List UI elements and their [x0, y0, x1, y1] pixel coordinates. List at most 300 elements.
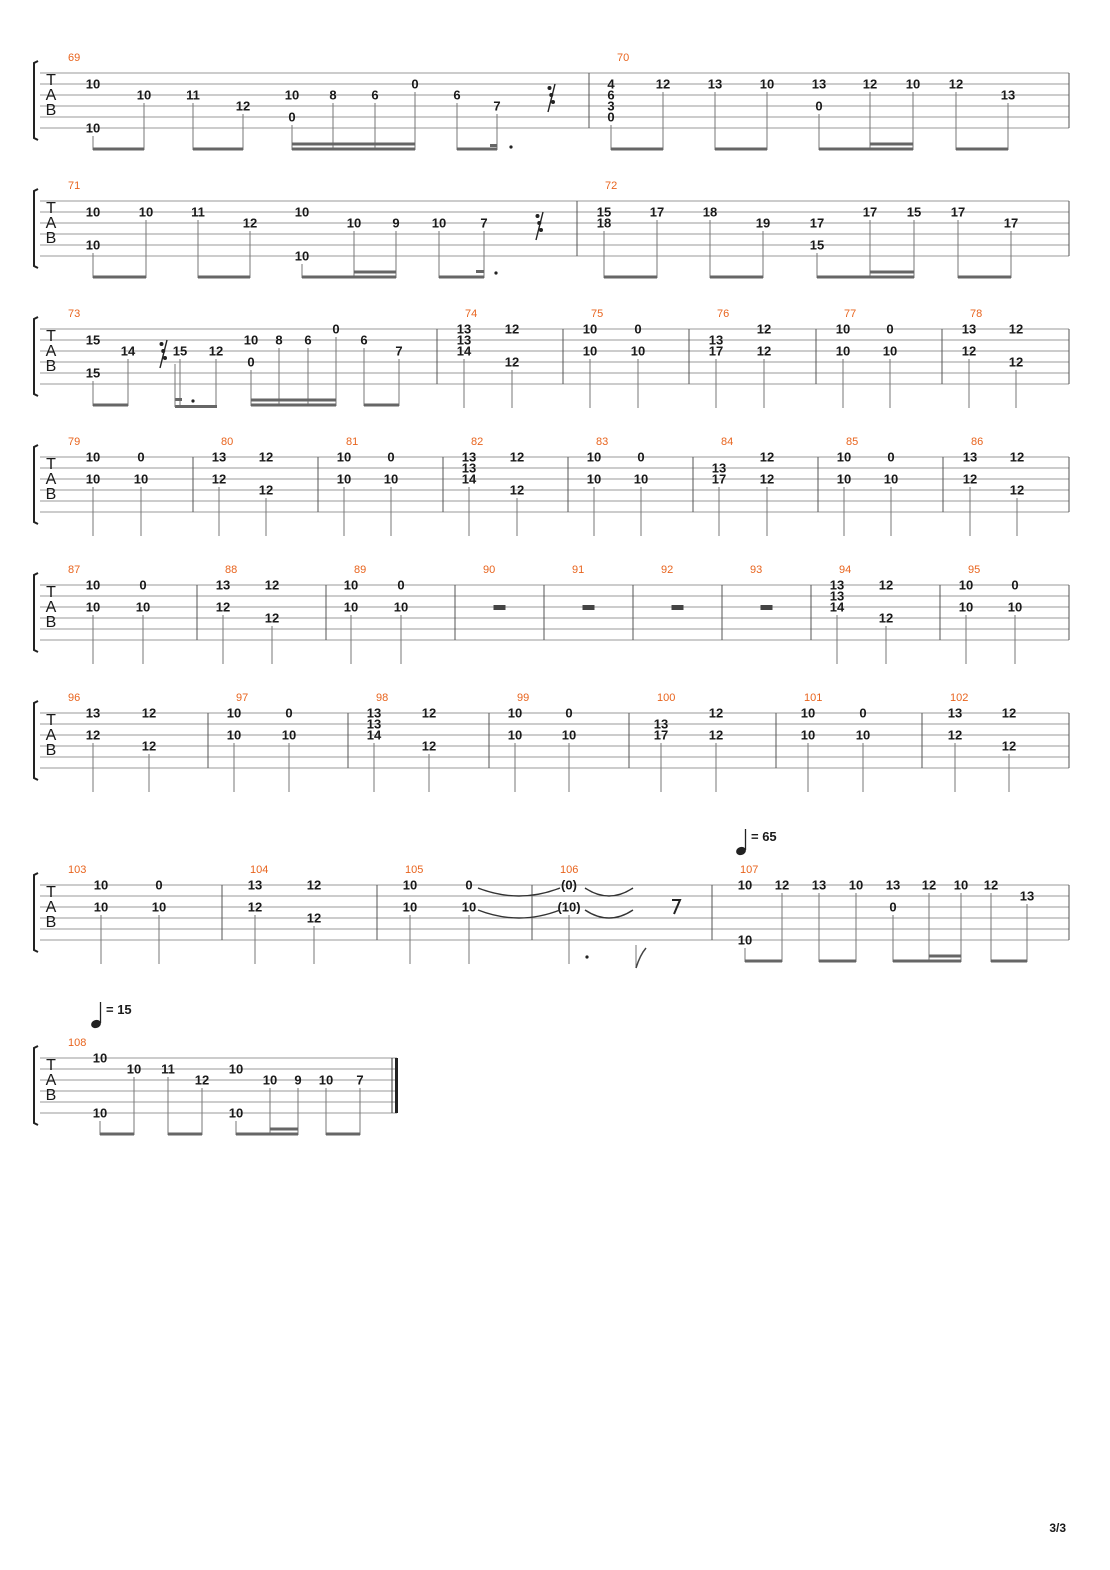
tab-clef-letter: T: [46, 584, 56, 601]
fret-number: 10: [461, 899, 477, 915]
fret-number: 12: [235, 98, 251, 114]
fret-number: 8: [275, 332, 283, 348]
tab-system: [34, 1037, 398, 1136]
measure-number: 69: [68, 52, 81, 64]
fret-number: 14: [461, 471, 477, 487]
eighth-beam: [893, 960, 961, 963]
fret-number: 0: [411, 76, 419, 92]
fret-number: 13: [461, 449, 477, 465]
fret-number: 10: [507, 727, 523, 743]
measure-number: 90: [483, 564, 496, 576]
fret-number: 17: [862, 204, 878, 220]
measure-number: 103: [68, 864, 87, 876]
fret-number: 10: [507, 705, 523, 721]
fret-number: 12: [242, 215, 258, 231]
fret-number: 10: [318, 1072, 334, 1088]
fret-number: 10: [561, 727, 577, 743]
fret-number: 12: [708, 727, 724, 743]
measure-number: 108: [68, 1037, 87, 1049]
fret-number: 13: [1019, 888, 1035, 904]
fret-number: 12: [194, 1072, 210, 1088]
fret-number: 10: [85, 599, 101, 615]
rhythm-dot: [494, 271, 497, 274]
sixteenth-rest: [536, 212, 544, 240]
fret-number: 12: [504, 321, 520, 337]
fret-number: 0: [889, 899, 897, 915]
eighth-beam: [251, 404, 336, 407]
fret-number: 12: [756, 343, 772, 359]
fret-number: 10: [228, 1105, 244, 1121]
system-bracket: [34, 61, 38, 140]
measure-number: 86: [971, 436, 984, 448]
measure-number: 82: [471, 436, 484, 448]
fret-number: 12: [421, 705, 437, 721]
tab-clef-letter: A: [45, 899, 57, 916]
fret-number: 15: [809, 237, 825, 253]
system-bracket: [34, 317, 38, 396]
fret-number: 10: [93, 877, 109, 893]
tab-clef-letter: T: [46, 712, 56, 729]
fret-number: 10: [284, 87, 300, 103]
fret-number: 12: [141, 705, 157, 721]
fret-number: 10: [953, 877, 969, 893]
fret-number: 18: [702, 204, 718, 220]
tab-clef-letter: T: [46, 456, 56, 473]
eighth-beam: [93, 404, 128, 407]
fret-number: 15: [85, 365, 101, 381]
tie-arc: [478, 888, 560, 896]
tab-systems: [34, 52, 1069, 1136]
fret-number: 10: [958, 599, 974, 615]
sixteenth-beam: [870, 271, 914, 274]
eighth-beam: [93, 148, 144, 151]
fret-number: 10: [226, 727, 242, 743]
fret-number: 15: [85, 332, 101, 348]
fret-number: 10: [383, 471, 399, 487]
fret-number: 6: [453, 87, 461, 103]
sixteenth-beam: [270, 1128, 298, 1131]
fret-number: 10: [835, 321, 851, 337]
fret-number: 10: [228, 1061, 244, 1077]
fret-number: 10: [633, 471, 649, 487]
fret-number: (0): [561, 877, 577, 893]
measure-number: 98: [376, 692, 389, 704]
page-number: 3/3: [1049, 1521, 1066, 1535]
eighth-beam: [819, 960, 856, 963]
eighth-beam: [93, 276, 146, 279]
sixteenth-rest: [548, 84, 556, 112]
measure-number: 75: [591, 308, 604, 320]
fret-number: 10: [1007, 599, 1023, 615]
fret-number: 10: [958, 577, 974, 593]
fret-number: 10: [759, 76, 775, 92]
measure-number: 100: [657, 692, 676, 704]
fret-number: 0: [1011, 577, 1019, 593]
fret-number: 7: [356, 1072, 364, 1088]
tab-system: [34, 864, 1069, 964]
fret-number: 12: [1009, 449, 1025, 465]
fret-number: 17: [708, 343, 724, 359]
eighth-beam: [817, 276, 914, 279]
fret-number: 0: [607, 109, 615, 125]
fret-number: 0: [397, 577, 405, 593]
fret-number: 12: [85, 727, 101, 743]
eighth-beam: [100, 1133, 134, 1136]
fret-number: 12: [306, 877, 322, 893]
fret-number: 10: [336, 449, 352, 465]
fret-number: 10: [848, 877, 864, 893]
fret-number: 15: [172, 343, 188, 359]
fret-number: 12: [862, 76, 878, 92]
fret-number: (10): [557, 899, 581, 915]
fret-number: 10: [93, 899, 109, 915]
tab-clef-letter: T: [46, 1057, 56, 1074]
fret-number: 0: [887, 449, 895, 465]
tab-clef-letter: B: [45, 102, 57, 119]
tie-arc: [585, 910, 633, 918]
fret-number: 9: [392, 215, 400, 231]
tab-clef-letter: B: [45, 230, 57, 247]
fret-number: 10: [431, 215, 447, 231]
fret-number: 10: [85, 120, 101, 136]
sixteenth-beam: [929, 955, 961, 958]
fret-number: 6: [360, 332, 368, 348]
tab-clef-letter: T: [46, 328, 56, 345]
eighth-beam: [991, 960, 1027, 963]
partial-beam: [175, 398, 182, 401]
measure-number: 92: [661, 564, 674, 576]
eighth-beam: [302, 276, 396, 279]
eighth-beam: [364, 404, 399, 407]
sixteenth-beam: [292, 143, 415, 146]
fret-number: 10: [281, 727, 297, 743]
measure-number: 96: [68, 692, 81, 704]
fret-number: 10: [737, 932, 753, 948]
fret-number: 10: [135, 599, 151, 615]
fret-number: 10: [243, 332, 259, 348]
fret-number: 10: [343, 599, 359, 615]
fret-number: 13: [947, 705, 963, 721]
fret-number: 13: [708, 332, 724, 348]
fret-number: 17: [950, 204, 966, 220]
eighth-beam: [611, 148, 663, 151]
measure-number: 97: [236, 692, 249, 704]
fret-number: 10: [800, 727, 816, 743]
fret-number: 10: [85, 237, 101, 253]
sixteenth-beam: [251, 399, 336, 402]
fret-number: 10: [226, 705, 242, 721]
fret-number: 13: [366, 705, 382, 721]
fret-number: 10: [800, 705, 816, 721]
eighth-beam: [956, 148, 1008, 151]
fret-number: 10: [737, 877, 753, 893]
measure-number: 76: [717, 308, 730, 320]
fret-number: 10: [343, 577, 359, 593]
measure-number: 72: [605, 180, 618, 192]
fret-number: 12: [655, 76, 671, 92]
tab-clef-letter: A: [45, 343, 57, 360]
tab-clef-letter: T: [46, 72, 56, 89]
fret-number: 13: [1000, 87, 1016, 103]
fret-number: 7: [395, 343, 403, 359]
fret-number: 17: [809, 215, 825, 231]
fret-number: 6: [607, 87, 615, 103]
system-bracket: [34, 573, 38, 652]
fret-number: 10: [346, 215, 362, 231]
fret-number: 13: [461, 460, 477, 476]
fret-number: 10: [126, 1061, 142, 1077]
fret-number: 10: [92, 1105, 108, 1121]
tab-clef-letter: B: [45, 1087, 57, 1104]
system-bracket: [34, 1046, 38, 1125]
fret-number: 7: [493, 98, 501, 114]
fret-number: 10: [883, 471, 899, 487]
fret-number: 11: [186, 87, 200, 103]
rhythm-dot: [509, 145, 512, 148]
fret-number: 10: [151, 899, 167, 915]
fret-number: 10: [85, 471, 101, 487]
fret-number: 10: [586, 471, 602, 487]
fret-number: 18: [596, 215, 612, 231]
measure-number: 79: [68, 436, 81, 448]
measure-number: 81: [346, 436, 359, 448]
note-flag: [636, 948, 646, 968]
fret-number: 10: [262, 1072, 278, 1088]
tab-clef-letter: B: [45, 614, 57, 631]
fret-number: 0: [637, 449, 645, 465]
fret-number: 12: [759, 471, 775, 487]
tab-system: [34, 308, 1069, 408]
fret-number: 14: [456, 343, 472, 359]
tab-system: [34, 692, 1069, 792]
measure-number: 102: [950, 692, 969, 704]
tab-clef-letter: T: [46, 884, 56, 901]
fret-number: 12: [509, 482, 525, 498]
tab-clef-letter: A: [45, 215, 57, 232]
eighth-beam: [819, 148, 913, 151]
fret-number: 13: [653, 716, 669, 732]
eighth-beam: [236, 1133, 298, 1136]
tab-clef-letter: A: [45, 599, 57, 616]
tab-clef-letter: A: [45, 727, 57, 744]
fret-number: 12: [947, 727, 963, 743]
tab-clef-letter: B: [45, 358, 57, 375]
fret-number: 0: [288, 109, 296, 125]
fret-number: 13: [366, 716, 382, 732]
fret-number: 13: [961, 321, 977, 337]
fret-number: 10: [336, 471, 352, 487]
fret-number: 12: [756, 321, 772, 337]
tie-arc: [585, 888, 633, 896]
fret-number: 12: [1001, 738, 1017, 754]
measure-number: 107: [740, 864, 759, 876]
fret-number: 12: [961, 343, 977, 359]
fret-number: 12: [1008, 354, 1024, 370]
tab-system: [34, 436, 1069, 536]
tab-clef-letter: B: [45, 486, 57, 503]
fret-number: 13: [211, 449, 227, 465]
fret-number: 12: [208, 343, 224, 359]
fret-number: 0: [859, 705, 867, 721]
measure-number: 77: [844, 308, 857, 320]
fret-number: 14: [366, 727, 382, 743]
sixteenth-beam: [870, 143, 913, 146]
eighth-beam: [198, 276, 250, 279]
fret-number: 12: [921, 877, 937, 893]
tab-clef-letter: A: [45, 87, 57, 104]
measure-number: 101: [804, 692, 823, 704]
tab-clef-letter: B: [45, 914, 57, 931]
eighth-beam: [604, 276, 657, 279]
measure-number: 105: [405, 864, 424, 876]
fret-number: 10: [905, 76, 921, 92]
fret-number: 0: [565, 705, 573, 721]
eighth-beam: [326, 1133, 360, 1136]
fret-number: 12: [258, 449, 274, 465]
fret-number: 15: [596, 204, 612, 220]
tab-clef-letter: A: [45, 1072, 57, 1089]
tab-clef-letter: A: [45, 471, 57, 488]
fret-number: 0: [634, 321, 642, 337]
fret-number: 10: [855, 727, 871, 743]
fret-number: 12: [1008, 321, 1024, 337]
eighth-beam: [715, 148, 767, 151]
measure-number: 84: [721, 436, 734, 448]
fret-number: 19: [755, 215, 771, 231]
measure-number: 71: [68, 180, 81, 192]
fret-number: 13: [885, 877, 901, 893]
fret-number: 12: [211, 471, 227, 487]
fret-number: 13: [247, 877, 263, 893]
fret-number: 0: [155, 877, 163, 893]
measure-number: 106: [560, 864, 579, 876]
fret-number: 0: [285, 705, 293, 721]
fret-number: 12: [264, 577, 280, 593]
fret-number: 10: [835, 343, 851, 359]
fret-number: 10: [85, 76, 101, 92]
measure-number: 93: [750, 564, 763, 576]
fret-number: 10: [586, 449, 602, 465]
sixteenth-beam: [354, 271, 396, 274]
fret-number: 12: [774, 877, 790, 893]
fret-number: 17: [1003, 215, 1019, 231]
fret-number: 10: [402, 877, 418, 893]
fret-number: 0: [139, 577, 147, 593]
whole-rest: [583, 605, 595, 610]
rhythm-dot: [191, 399, 194, 402]
tempo-marking: [735, 829, 777, 856]
fret-number: 13: [811, 877, 827, 893]
fret-number: 12: [258, 482, 274, 498]
partial-beam: [490, 144, 497, 147]
eighth-beam: [439, 276, 484, 279]
fret-number: 12: [306, 910, 322, 926]
fret-number: 13: [711, 460, 727, 476]
rhythm-dot: [585, 955, 588, 958]
measure-number: 73: [68, 308, 81, 320]
measure-number: 83: [596, 436, 609, 448]
measure-number: 80: [221, 436, 234, 448]
fret-number: 3: [607, 98, 615, 114]
fret-number: 12: [948, 76, 964, 92]
fret-number: 0: [387, 449, 395, 465]
system-bracket: [34, 189, 38, 268]
sixteenth-rest: [160, 340, 168, 368]
fret-number: 9: [294, 1072, 302, 1088]
measure-number: 89: [354, 564, 367, 576]
measure-number: 88: [225, 564, 238, 576]
fret-number: 0: [332, 321, 340, 337]
fret-number: 12: [504, 354, 520, 370]
fret-number: 12: [878, 577, 894, 593]
fret-number: 10: [136, 87, 152, 103]
measure-number: 70: [617, 52, 630, 64]
fret-number: 12: [708, 705, 724, 721]
fret-number: 13: [829, 588, 845, 604]
system-bracket: [34, 873, 38, 952]
fret-number: 8: [329, 87, 337, 103]
fret-number: 12: [1001, 705, 1017, 721]
fret-number: 10: [138, 204, 154, 220]
fret-number: 12: [421, 738, 437, 754]
tab-system: [34, 564, 1069, 664]
fret-number: 10: [882, 343, 898, 359]
fret-number: 14: [829, 599, 845, 615]
fret-number: 10: [85, 577, 101, 593]
fret-number: 10: [836, 449, 852, 465]
fret-number: 10: [402, 899, 418, 915]
fret-number: 12: [264, 610, 280, 626]
measure-number: 85: [846, 436, 859, 448]
fret-number: 12: [983, 877, 999, 893]
fret-number: 12: [247, 899, 263, 915]
fret-number: 13: [962, 449, 978, 465]
fret-number: 10: [393, 599, 409, 615]
fret-number: 0: [465, 877, 473, 893]
fret-number: 17: [711, 471, 727, 487]
tempo-marking: [90, 1002, 132, 1029]
whole-rest: [672, 605, 684, 610]
eighth-beam: [457, 148, 497, 151]
fret-number: 10: [582, 321, 598, 337]
fret-number: 13: [829, 577, 845, 593]
fret-number: 13: [215, 577, 231, 593]
tab-clef-letter: T: [46, 200, 56, 217]
fret-number: 13: [811, 76, 827, 92]
fret-number: 13: [456, 321, 472, 337]
fret-number: 12: [141, 738, 157, 754]
system-bracket: [34, 701, 38, 780]
measure-number: 95: [968, 564, 981, 576]
fret-number: 10: [133, 471, 149, 487]
tab-system: [34, 180, 1069, 279]
fret-number: 10: [294, 204, 310, 220]
eighth-beam: [193, 148, 243, 151]
eighth-beam: [710, 276, 763, 279]
measure-number: 91: [572, 564, 585, 576]
fret-number: 13: [707, 76, 723, 92]
fret-number: 12: [509, 449, 525, 465]
fret-number: 10: [294, 248, 310, 264]
final-bar-thick: [395, 1058, 398, 1113]
fret-number: 10: [582, 343, 598, 359]
fret-number: 10: [836, 471, 852, 487]
eighth-beam: [958, 276, 1011, 279]
fret-number: 6: [304, 332, 312, 348]
fret-number: 10: [85, 204, 101, 220]
fret-number: 12: [759, 449, 775, 465]
fret-number: 10: [630, 343, 646, 359]
